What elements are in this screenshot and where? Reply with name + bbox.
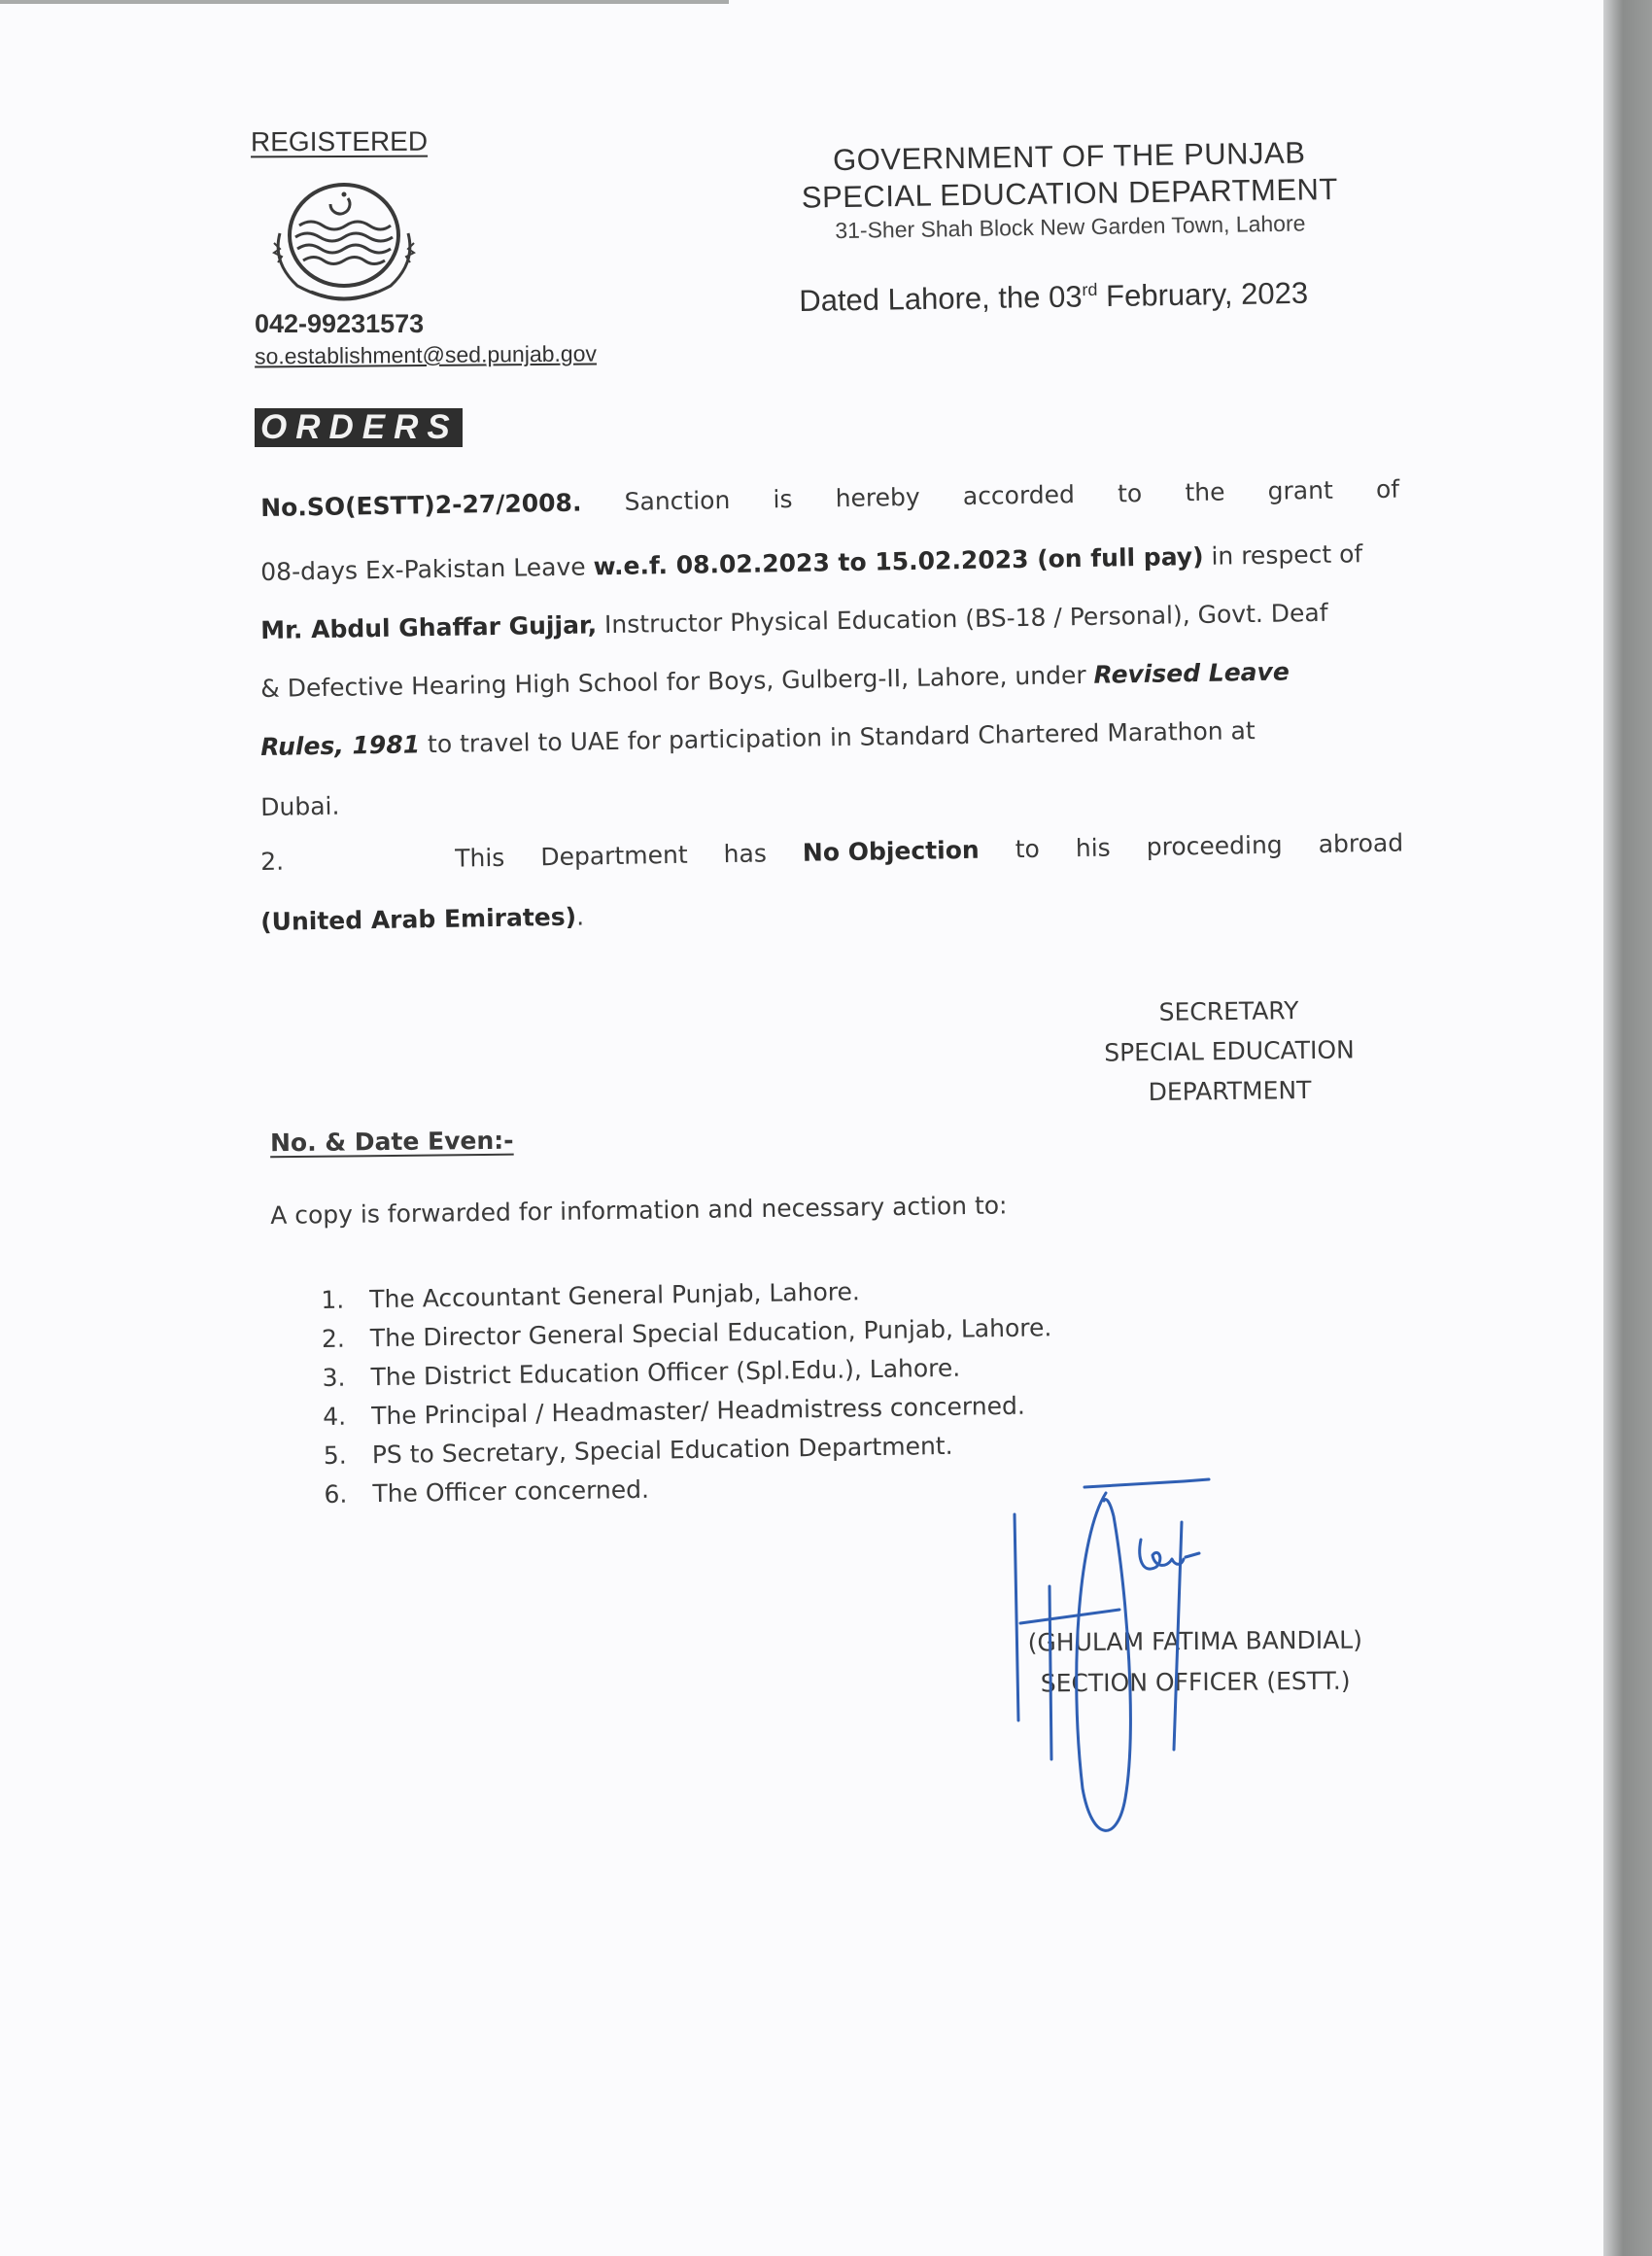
text-run: in respect of [1203,539,1363,571]
list-number: 4. [322,1402,347,1431]
list-number: 2. [321,1324,346,1353]
employee-name: Mr. Abdul Ghaffar Gujjar, [260,610,598,644]
secretary-line: SECRETARY [1158,996,1299,1026]
secretary-block [1083,989,1375,1113]
rules-reference: Rules, 1981 [260,730,421,761]
punjab-seal-icon [260,175,428,311]
word: proceeding [1146,830,1283,861]
rules-reference: Revised Leave [1093,657,1291,689]
word: to [1015,834,1041,864]
department-address: 31-Sher Shah Block New Garden Town, Lahore [835,210,1306,244]
officer-name: (GHULAM FATIMA BANDIAL) [1027,1625,1363,1657]
government-title: GOVERNMENT OF THE PUNJAB [832,135,1306,178]
scan-edge [1603,0,1652,2256]
list-number: 5. [323,1440,347,1470]
registered-label: REGISTERED [250,125,429,157]
department-title: SPECIAL EDUCATION DEPARTMENT [801,171,1339,215]
word: his [1075,833,1111,863]
secretary-line: DEPARTMENT [1148,1075,1312,1107]
recipient-list [321,1269,1054,1514]
recipient: The Accountant General Punjab, Lahore. [369,1277,861,1314]
word: This [454,843,505,873]
list-number: 6. [324,1479,348,1509]
list-number: 1. [321,1285,345,1314]
letterhead [777,135,1362,245]
date-suffix: February, 2023 [1097,275,1309,314]
recipient: The Officer concerned. [372,1475,650,1509]
word: abroad [1318,828,1404,858]
officer-title: SECTION OFFICER (ESTT.) [1040,1666,1351,1698]
leave-period: w.e.f. 08.02.2023 to 15.02.2023 (on full pay) [593,541,1204,581]
word: of [1375,474,1400,503]
signature-icon [991,1477,1283,1857]
paragraph-number: 2. [260,847,285,876]
word: to [1117,478,1143,508]
word: accorded [962,480,1076,511]
word: hereby [835,482,920,513]
text-run: . [575,902,585,931]
date-ordinal: rd [1082,279,1098,300]
secretary-line: SPECIAL EDUCATION [1104,1035,1355,1067]
reference-number: No.SO(ESTT)2-27/2008. [260,488,582,522]
email-link[interactable]: so.establishment@sed.punjab.gov [254,340,598,369]
recipient: The Principal / Headmaster/ Headmistress concerned. [370,1391,1026,1431]
recipient: PS to Secretary, Special Education Department. [371,1431,953,1470]
word: has [723,839,768,869]
date-prefix: Dated Lahore, the 03 [799,279,1083,318]
text-run: to travel to UAE for participation in Standard Chartered Marathon at [419,716,1256,759]
no-date-even: No. & Date Even:- [269,1126,514,1158]
phone-number: 042-99231573 [255,309,425,338]
orders-heading: ORDERS [255,408,463,447]
text-run: 08-days Ex-Pakistan Leave [260,552,594,586]
destination-country: (United Arab Emirates) [260,902,577,936]
word: grant [1267,475,1334,505]
recipient: The Director General Special Education, Punjab, Lahore. [369,1313,1052,1353]
recipient: The District Education Officer (Spl.Edu.), Lahore. [370,1353,961,1392]
word: Sanction [624,485,731,516]
word: the [1185,477,1225,507]
word: is [773,484,793,514]
text-run: Instructor Physical Education (BS-18 / Personal), Govt. Deaf [596,598,1328,640]
text-run: & Defective Hearing High School for Boys, Gulberg-II, Lahore, under [260,660,1094,703]
scan-top-edge [0,0,729,4]
text-run: Dubai. [260,791,340,821]
word: Department [540,840,688,872]
list-number: 3. [322,1363,346,1392]
no-objection: No Objection [802,835,980,867]
copy-forwarded-intro: A copy is forwarded for information and necessary action to: [270,1191,1008,1230]
